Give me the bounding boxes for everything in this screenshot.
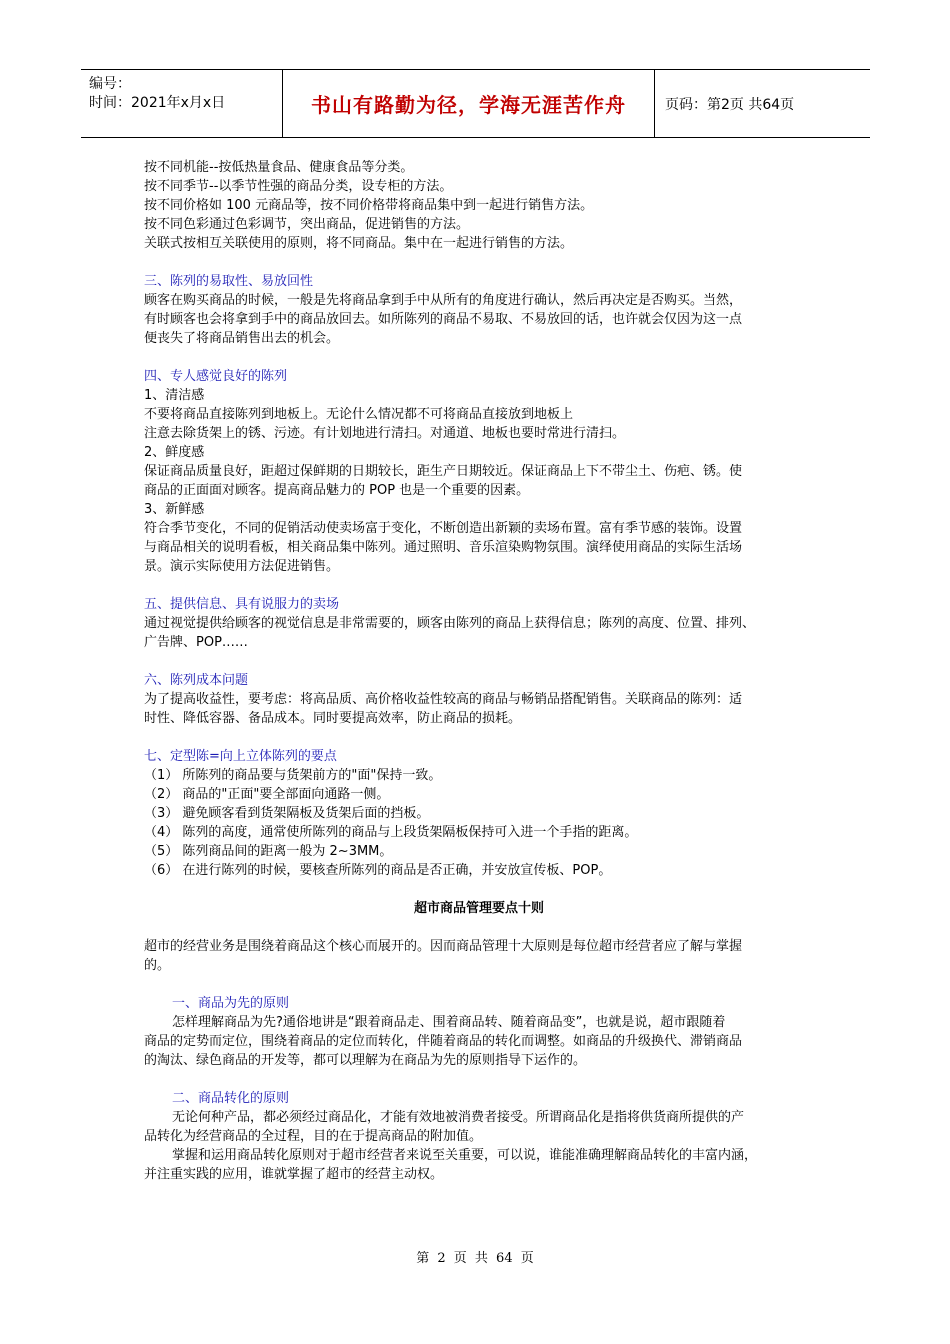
text-line: 的淘汰、绿色商品的开发等，都可以理解为在商品为先的原则指导下运作的。 [144, 1053, 587, 1068]
text-line: 保证商品质量良好，距超过保鲜期的日期较长，距生产日期较近。保证商品上下不带尘土、伤疤、锈。使 [144, 464, 743, 479]
text-line: 并注重实践的应用，谁就掌握了超市的经营主动权。 [144, 1167, 444, 1182]
page-label: 页码：第2页 共64页 [665, 96, 795, 113]
text-line: 商品的定势而定位，围绕着商品的定位而转化，伴随着商品的转化而调整。如商品的升级换代、滞销商品 [144, 1034, 743, 1049]
text-line: 无论何种产品，都必须经过商品化，才能有效地被消费者接受。所谓商品化是指将供货商所提供的产 [172, 1110, 745, 1125]
text-line: 便丧失了将商品销售出去的机会。 [144, 331, 340, 346]
text-line: 广告牌、POP…… [144, 635, 248, 650]
text-line: 按不同价格如 100 元商品等，按不同价格带将商品集中到一起进行销售方法。 [144, 198, 594, 213]
list-item: （6） 在进行陈列的时候，要核查所陈列的商品是否正确，并安放宣传板、POP。 [144, 863, 612, 878]
list-item: （4） 陈列的高度，通常使所陈列的商品与上段货架隔板保持可入进一个手指的距离。 [144, 825, 638, 840]
text-line: 怎样理解商品为先?通俗地讲是“跟着商品走、围着商品转、随着商品变”，也就是说，超市跟随着 [172, 1015, 726, 1030]
text-line: 商品的正面面对顾客。提高商品魅力的 POP 也是一个重要的因素。 [144, 483, 530, 498]
text-line: 有时顾客也会将拿到手中的商品放回去。如所陈列的商品不易取、不易放回的话，也许就会仅因为这一点 [144, 312, 743, 327]
text-line: 景。演示实际使用方法促进销售。 [144, 559, 340, 574]
header-page-cell [655, 70, 870, 137]
text-line: 通过视觉提供给顾客的视觉信息是非常需要的，顾客由陈列的商品上获得信息；陈列的高度、位置、排列、 [144, 616, 756, 631]
list-item: （3） 避免顾客看到货架隔板及货架后面的挡板。 [144, 806, 430, 821]
list-item: （2） 商品的"正面"要全部面向通路一侧。 [144, 787, 390, 802]
text-line: 按不同机能--按低热量食品、健康食品等分类。 [144, 160, 414, 175]
section-heading: 六、陈列成本问题 [144, 673, 249, 688]
text-line: 掌握和运用商品转化原则对于超市经营者来说至关重要，可以说，谁能准确理解商品转化的丰富内涵， [172, 1148, 758, 1163]
list-item: （1） 所陈列的商品要与货架前方的"面"保持一致。 [144, 768, 442, 783]
list-item: （5） 陈列商品间的距离一般为 2~3MM。 [144, 844, 393, 859]
text-line: 与商品相关的说明看板，相关商品集中陈列。通过照明、音乐渲染购物氛围。演绎使用商品的实际生活场 [144, 540, 743, 555]
motto: 书山有路勤为径，学海无涯苦作舟 [311, 93, 626, 117]
number-label: 编号： [89, 76, 131, 92]
text-line: 3、新鲜感 [144, 502, 205, 517]
header-motto-cell [282, 70, 655, 137]
section-heading: 四、专人感觉良好的陈列 [144, 369, 288, 384]
text-line: 符合季节变化，不同的促销活动使卖场富于变化，不断创造出新颖的卖场布置。富有季节感的装饰。设置 [144, 521, 743, 536]
text-line: 按不同季节--以季节性强的商品分类，设专柜的方法。 [144, 179, 453, 194]
text-line: 为了提高收益性，要考虑：将高品质、高价格收益性较高的商品与畅销品搭配销售。关联商品的陈列：适 [144, 692, 743, 707]
text-line: 不要将商品直接陈列到地板上。无论什么情况都不可将商品直接放到地板上 [144, 407, 574, 422]
section-heading: 七、定型陈=向上立体陈列的要点 [144, 749, 337, 764]
section-heading: 三、陈列的易取性、易放回性 [144, 274, 314, 289]
page-footer: 第 2 页 共 64 页 [416, 1251, 534, 1266]
text-line: 注意去除货架上的锈、污迹。有计划地进行清扫。对通道、地板也要时常进行清扫。 [144, 426, 626, 441]
text-line: 品转化为经营商品的全过程，目的在于提高商品的附加值。 [144, 1129, 483, 1144]
text-line: 时性、降低容器、备品成本。同时要提高效率，防止商品的损耗。 [144, 711, 522, 726]
text-line: 1、清洁感 [144, 388, 205, 403]
text-line: 2、鲜度感 [144, 445, 205, 460]
article-title: 超市商品管理要点十则 [413, 901, 544, 916]
text-line: 关联式按相互关联使用的原则，将不同商品。集中在一起进行销售的方法。 [144, 236, 574, 251]
section-heading: 二、商品转化的原则 [172, 1091, 290, 1106]
document-body [144, 158, 814, 1184]
header-meta-cell [81, 70, 282, 137]
section-heading: 一、商品为先的原则 [172, 996, 290, 1011]
document-header [81, 69, 870, 138]
section-heading: 五、提供信息、具有说服力的卖场 [144, 597, 340, 612]
text-line: 顾客在购买商品的时候，一般是先将商品拿到手中从所有的角度进行确认，然后再决定是否购买。当然， [144, 293, 743, 308]
time-label: 时间：2021年x月x日 [89, 95, 226, 111]
text-line: 超市的经营业务是围绕着商品这个核心而展开的。因而商品管理十大原则是每位超市经营者应了解与掌握 [144, 939, 743, 954]
text-line: 按不同色彩通过色彩调节，突出商品，促进销售的方法。 [144, 217, 470, 232]
text-line: 的。 [144, 958, 171, 973]
